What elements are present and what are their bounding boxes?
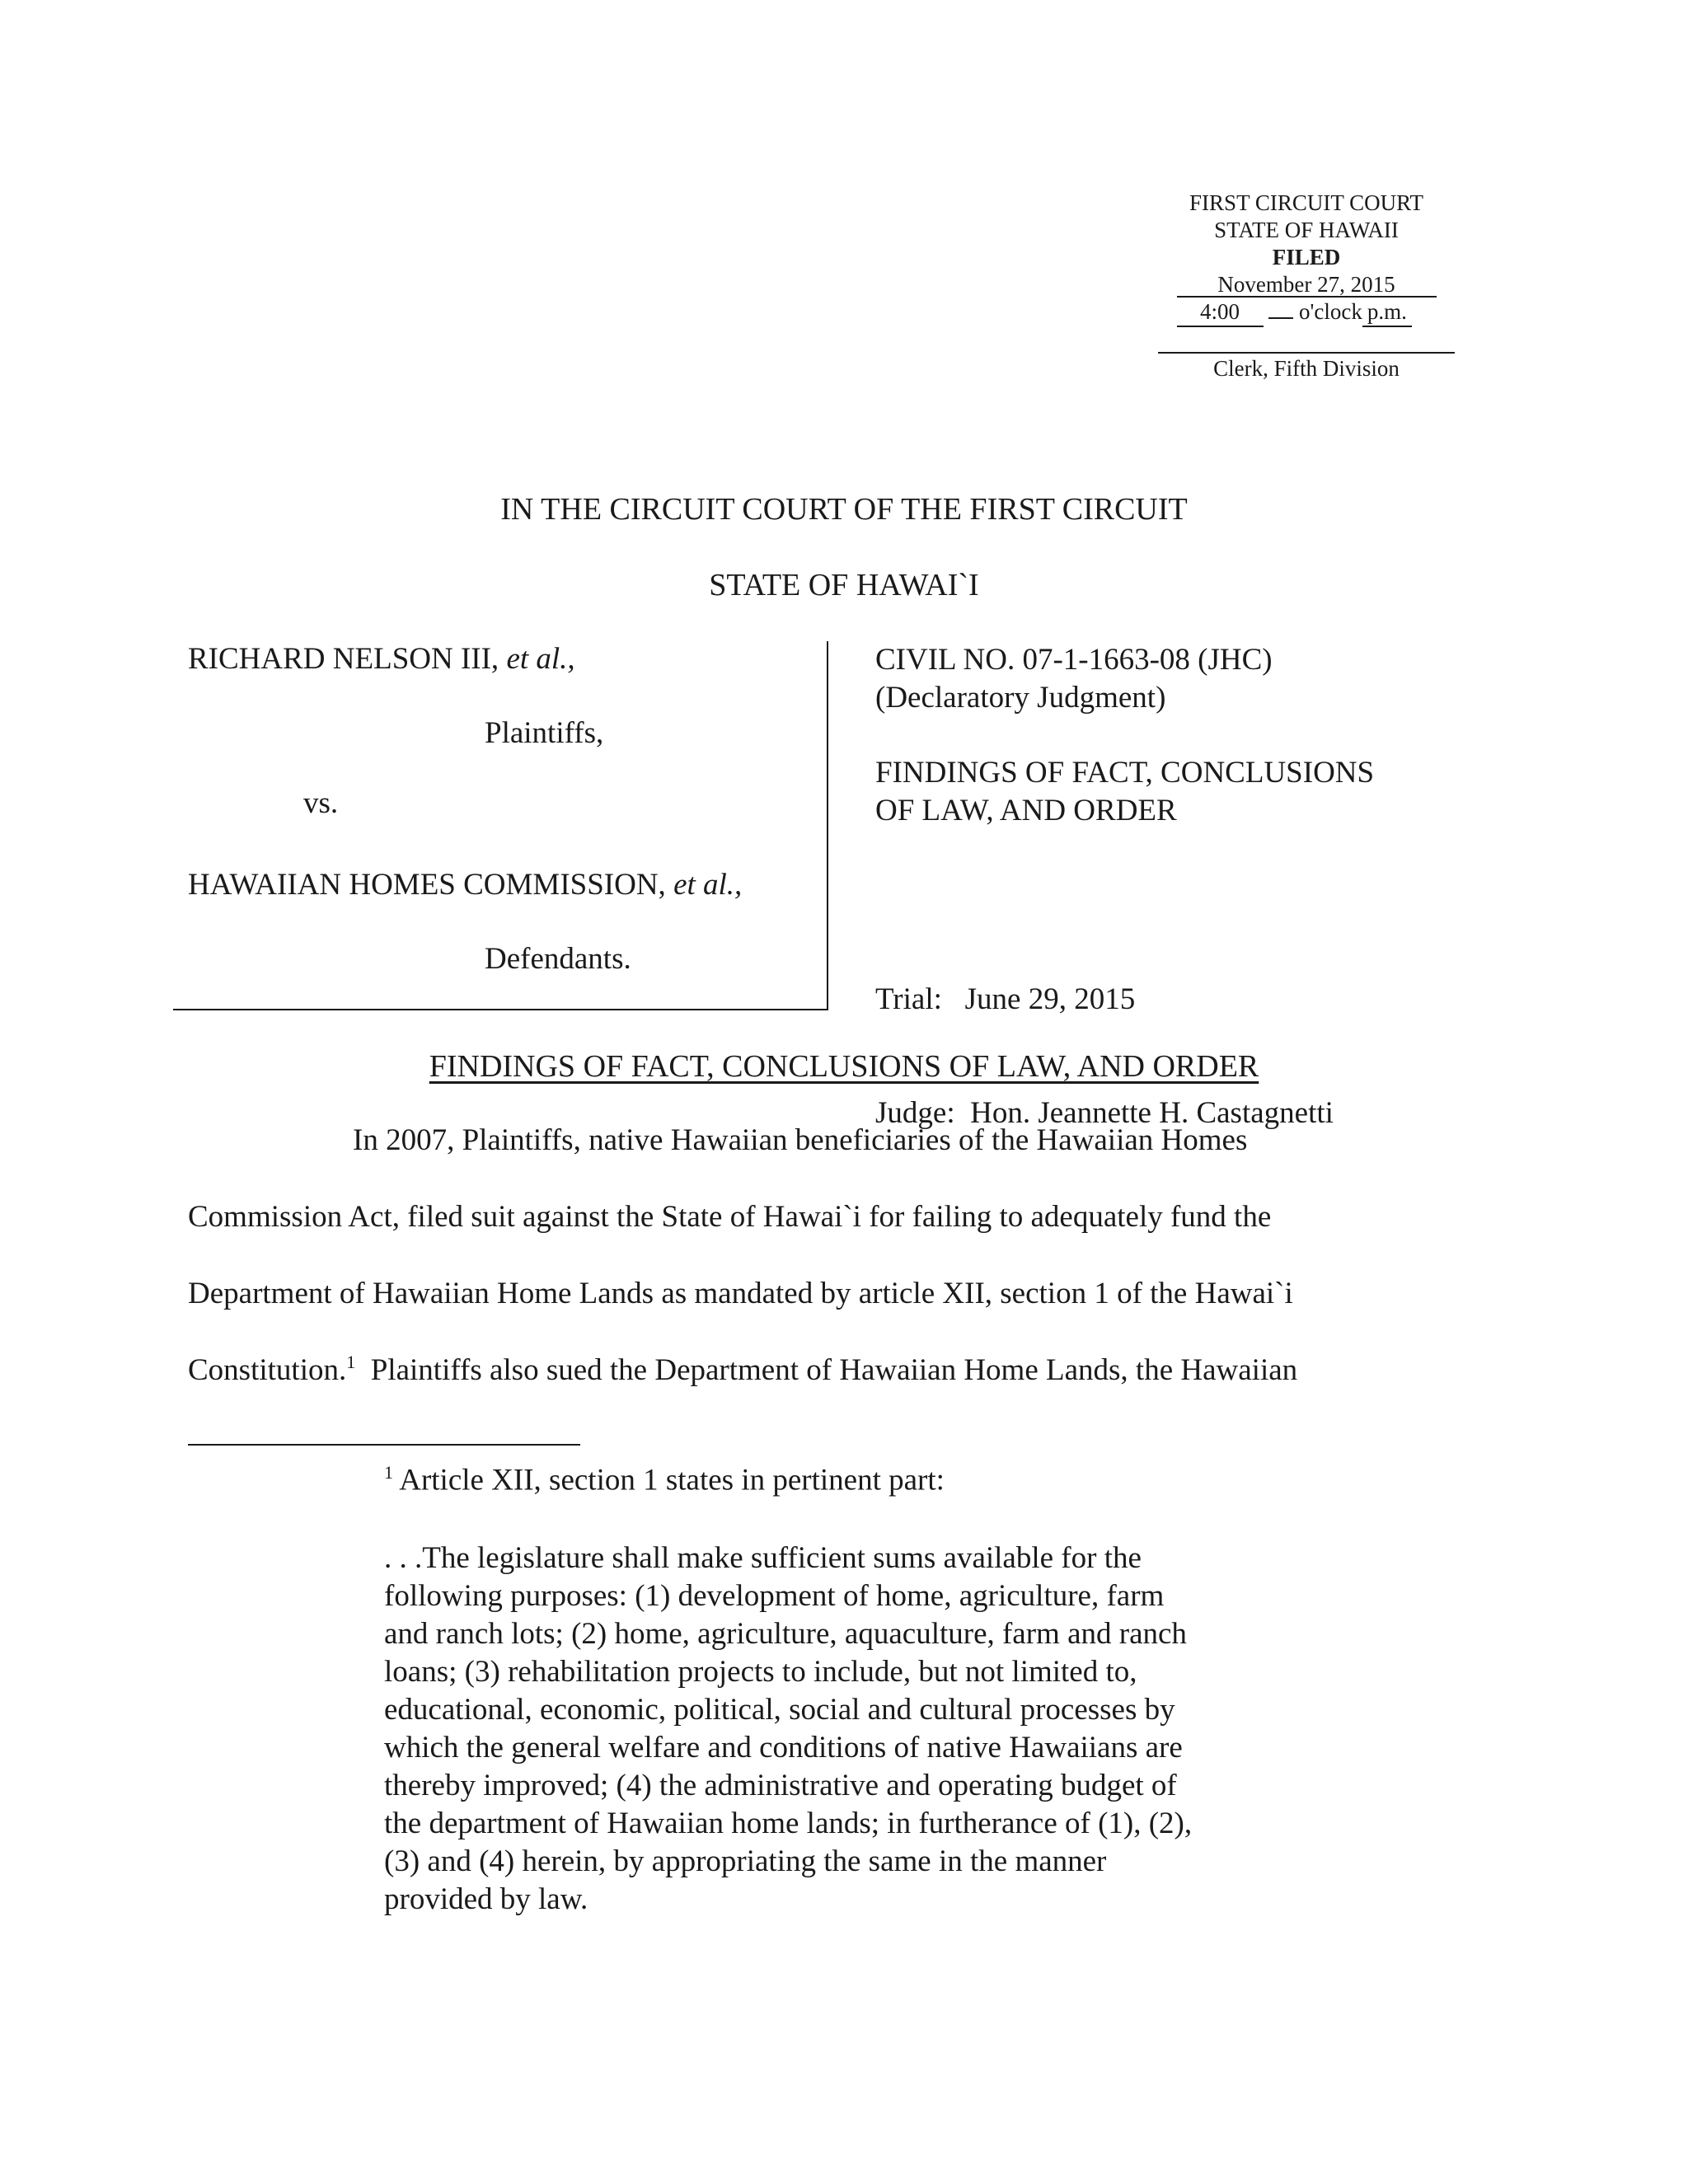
body-line-3: Department of Hawaiian Home Lands as mandated by article XII, section 1 of the Hawai`i <box>188 1277 1293 1310</box>
stamp-time: 4:00 <box>1177 298 1264 327</box>
document-title-line1: FINDINGS OF FACT, CONCLUSIONS <box>875 756 1375 790</box>
trial-date: Trial: June 29, 2015 <box>875 982 1136 1016</box>
quote-line: educational, economic, political, social and cultural processes by <box>384 1693 1175 1727</box>
quote-line: . . .The legislature shall make sufficient sums available for the <box>384 1541 1142 1575</box>
quote-line: thereby improved; (4) the administrative and operating budget of <box>384 1769 1177 1802</box>
quote-line: provided by law. <box>384 1882 588 1916</box>
footnote-number: 1 <box>384 1462 393 1483</box>
judgment-type: (Declaratory Judgment) <box>875 681 1166 715</box>
body-line-4a: Constitution. <box>188 1353 347 1387</box>
stamp-date: November 27, 2015 <box>1177 273 1437 298</box>
defendant-name: HAWAIIAN HOMES COMMISSION, et al., <box>188 868 743 902</box>
footnote-label-text: Article XII, section 1 states in pertinent part: <box>399 1463 945 1497</box>
stamp-state: STATE OF HAWAII <box>1214 218 1399 242</box>
court-name: IN THE CIRCUIT COURT OF THE FIRST CIRCUIT <box>500 492 1188 527</box>
quote-line: the department of Hawaiian home lands; in furtherance of (1), (2), <box>384 1807 1193 1840</box>
stamp-clerk: Clerk, Fifth Division <box>1158 352 1455 382</box>
stamp-court: FIRST CIRCUIT COURT <box>1189 190 1423 215</box>
case-info <box>875 641 1273 717</box>
filing-stamp <box>1146 190 1467 382</box>
body-line-1: In 2007, Plaintiffs, native Hawaiian beneficiaries of the Hawaiian Homes <box>353 1123 1248 1157</box>
quote-line: loans; (3) rehabilitation projects to include, but not limited to, <box>384 1655 1137 1689</box>
stamp-filed: FILED <box>1272 245 1341 269</box>
footnote-quote <box>384 1540 1274 1919</box>
section-heading <box>0 1048 1688 1085</box>
quote-line: and ranch lots; (2) home, agriculture, aquaculture, farm and ranch <box>384 1617 1187 1651</box>
quote-line: following purposes: (1) development of home, agriculture, farm <box>384 1579 1165 1613</box>
versus: vs. <box>303 786 339 820</box>
quote-line: which the general welfare and conditions of native Hawaiians are <box>384 1731 1183 1765</box>
defendant-role: Defendants. <box>485 942 631 976</box>
body-line-4 <box>188 1352 1297 1388</box>
civil-number: CIVIL NO. 07-1-1663-08 (JHC) <box>875 643 1273 677</box>
defendant-etal: et al., <box>673 868 743 902</box>
body-line-4b: Plaintiffs also sued the Department of Hawaiian Home Lands, the Hawaiian <box>355 1353 1298 1387</box>
section-heading-text: FINDINGS OF FACT, CONCLUSIONS OF LAW, AND ORDER <box>429 1049 1259 1084</box>
plaintiff-role: Plaintiffs, <box>485 716 604 750</box>
plaintiff-name: RICHARD NELSON III, et al., <box>188 642 575 676</box>
document-title-line2: OF LAW, AND ORDER <box>875 794 1177 827</box>
stamp-ampm: p.m. <box>1362 298 1412 327</box>
body-line-2: Commission Act, filed suit against the State of Hawai`i for failing to adequately fund the <box>188 1200 1272 1234</box>
stamp-oclock: o'clock <box>1299 299 1362 324</box>
caption-divider <box>827 641 828 1010</box>
court-state: STATE OF HAWAI`I <box>709 568 979 602</box>
footnote-label <box>384 1462 945 1497</box>
footnote-ref: 1 <box>346 1352 356 1372</box>
caption-rule <box>173 1009 828 1010</box>
quote-line: (3) and (4) herein, by appropriating the same in the manner <box>384 1844 1107 1878</box>
stamp-time-row <box>1177 298 1437 327</box>
judge-name: Judge: Hon. Jeannette H. Castagnetti <box>875 1096 1334 1130</box>
document-title <box>875 754 1374 830</box>
plaintiff-etal: et al., <box>506 642 575 676</box>
footnote-rule <box>188 1444 580 1446</box>
